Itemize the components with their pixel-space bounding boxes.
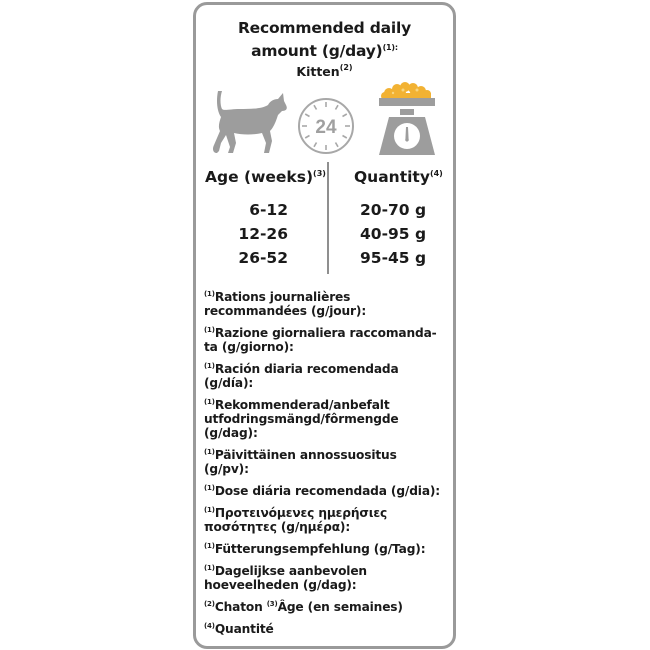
- footnote: [204, 359, 445, 390]
- feeding-table: [196, 201, 453, 273]
- footnote-text: Προτεινόμενες ημερήσιες ποσότητες (g/ημέρα):: [204, 506, 388, 534]
- quantity-column-header: [354, 168, 443, 186]
- footnote-ref: (1): [204, 484, 215, 492]
- footnote: [204, 287, 445, 318]
- footnote-text: Ración diaria recomendada (g/día):: [204, 362, 399, 390]
- table-row: [196, 249, 453, 273]
- footnote-ref: (1): [204, 542, 215, 550]
- card-subtitle: [196, 63, 453, 79]
- quantity-cell: 95-45 g: [360, 249, 427, 267]
- footnote-text: Razione giornaliera raccomanda-ta (g/giorno):: [204, 326, 437, 354]
- footnotes: [204, 287, 445, 641]
- footnote: [204, 395, 445, 440]
- age-header-label: Age (weeks): [205, 168, 314, 186]
- footnote-ref: (1): [204, 564, 215, 572]
- footnote: [204, 481, 445, 498]
- subtitle-footnote-ref: (2): [339, 63, 353, 72]
- footnote: [204, 503, 445, 534]
- footnote: [204, 619, 445, 636]
- feeding-guide-card: [193, 2, 456, 649]
- subtitle-text: Kitten: [296, 64, 340, 79]
- clock-label: 24: [315, 117, 337, 138]
- quantity-header-footnote-ref: (4): [429, 169, 443, 178]
- table-row: [196, 201, 453, 225]
- footnote-text: Päivittäinen annossuositus (g/pv):: [204, 448, 397, 476]
- footnote: [204, 597, 445, 614]
- footnote: [204, 445, 445, 476]
- footnote-ref: (1): [204, 448, 215, 456]
- footnote-ref: (1): [204, 326, 215, 334]
- age-column-header: [205, 168, 326, 186]
- icon-row: [196, 81, 453, 159]
- table-row: [196, 225, 453, 249]
- footnote-ref: (1): [204, 398, 215, 406]
- footnote: [204, 323, 445, 354]
- title-line-2-text: amount (g/day): [251, 42, 383, 60]
- footnote-ref: (1): [204, 290, 215, 298]
- title-line-1: Recommended daily: [237, 19, 412, 37]
- footnote-text: Rekommenderad/anbefalt utfodringsmängd/fôrmengde (g/dag):: [204, 398, 399, 440]
- title-line-2: [196, 38, 453, 61]
- footnote-text: Fütterungsempfehlung (g/Tag):: [214, 542, 426, 556]
- footnote-text: Rations journalières recommandées (g/jour):: [204, 290, 367, 318]
- card-title: [196, 19, 453, 61]
- footnote-ref: (3): [266, 600, 278, 608]
- quantity-cell: 20-70 g: [360, 201, 427, 219]
- title-footnote-ref: (1):: [382, 43, 398, 52]
- footnote-text: Chaton: [214, 600, 267, 614]
- kitchen-scale-with-food-icon: [375, 79, 439, 157]
- footnote: [204, 539, 445, 556]
- footnote-text: Dose diária recomendada (g/dia):: [214, 484, 441, 498]
- age-header-footnote-ref: (3): [313, 169, 326, 178]
- footnote-ref: (2): [204, 600, 215, 608]
- footnote-text: Quantité: [214, 622, 274, 636]
- footnote-ref: (1): [204, 506, 215, 514]
- 24-hour-clock-icon: [297, 97, 355, 155]
- footnote-text: Dagelijkse aanbevolen hoeveelheden (g/dag):: [204, 564, 367, 592]
- footnote-ref: (1): [204, 362, 215, 370]
- age-cell: 12-26: [238, 225, 288, 243]
- footnote: [204, 561, 445, 592]
- walking-cat-icon: [210, 87, 292, 157]
- quantity-cell: 40-95 g: [360, 225, 427, 243]
- footnote-ref: (4): [204, 622, 215, 630]
- age-cell: 26-52: [238, 249, 288, 267]
- age-cell: 6-12: [249, 201, 288, 219]
- footnote-text: Âge (en semaines): [277, 600, 403, 614]
- quantity-header-label: Quantity: [354, 168, 430, 186]
